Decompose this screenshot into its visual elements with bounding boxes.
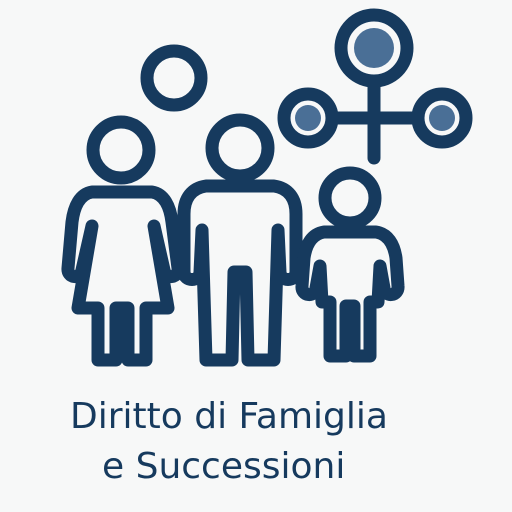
child-figure-icon xyxy=(302,173,398,356)
floating-circle-icon xyxy=(147,51,201,105)
man-figure-icon xyxy=(184,120,296,360)
logo-caption xyxy=(0,392,512,492)
logo-title-line-2: e Successioni xyxy=(102,446,346,487)
woman-figure-icon xyxy=(68,122,178,360)
logo-title-line-1: Diritto di Famiglia xyxy=(70,396,388,437)
family-tree-node-icon xyxy=(284,15,466,158)
